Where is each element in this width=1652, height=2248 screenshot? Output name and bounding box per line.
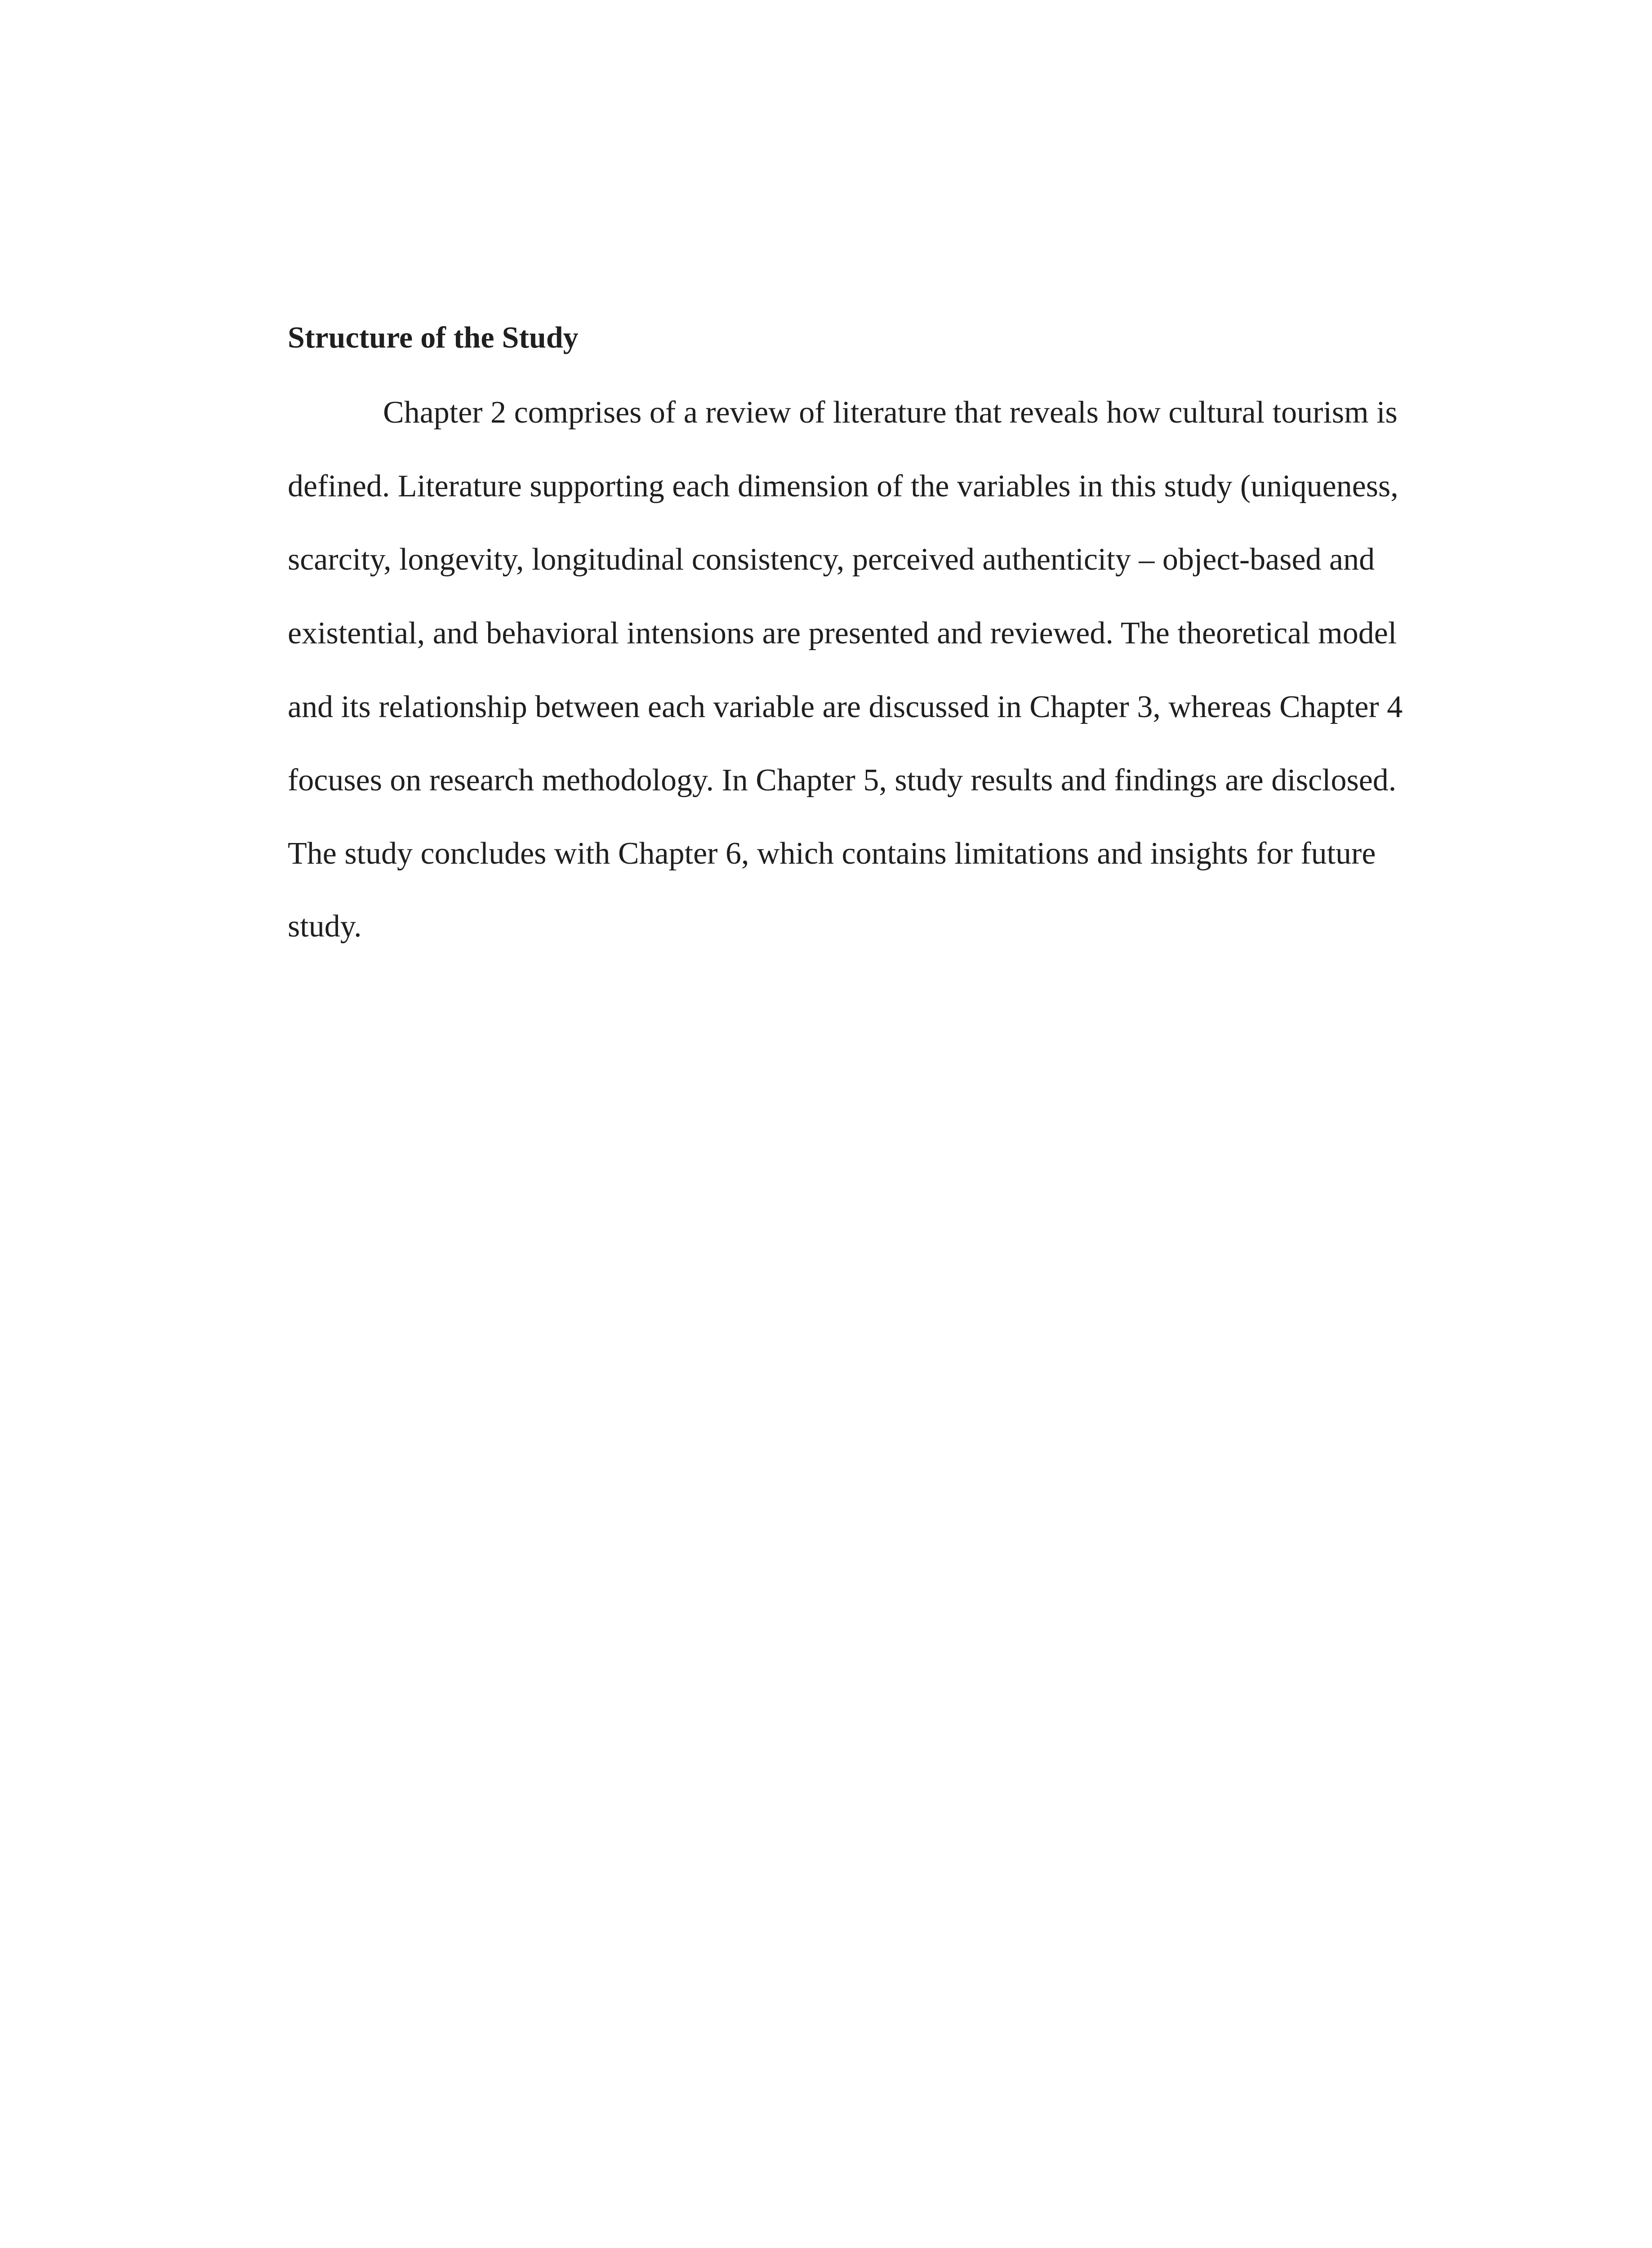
paragraph-line: Chapter 2 comprises of a review of literature that reveals how cultural tourism is (383, 395, 1398, 430)
section-heading: Structure of the Study (288, 320, 579, 354)
paragraph-line: study. (288, 909, 362, 944)
paragraph-line: The study concludes with Chapter 6, which contains limitations and insights for future (288, 836, 1376, 871)
paragraph-line: and its relationship between each variable are discussed in Chapter 3, whereas Chapter 4 (288, 690, 1403, 724)
paragraph-line: scarcity, longevity, longitudinal consistency, perceived authenticity – object-based and (288, 542, 1375, 577)
paragraph-line: existential, and behavioral intensions are presented and reviewed. The theoretical model (288, 616, 1397, 651)
paragraph-line: defined. Literature supporting each dimension of the variables in this study (uniqueness, (288, 469, 1398, 504)
paragraph-line: focuses on research methodology. In Chapter 5, study results and findings are disclosed. (288, 763, 1397, 798)
